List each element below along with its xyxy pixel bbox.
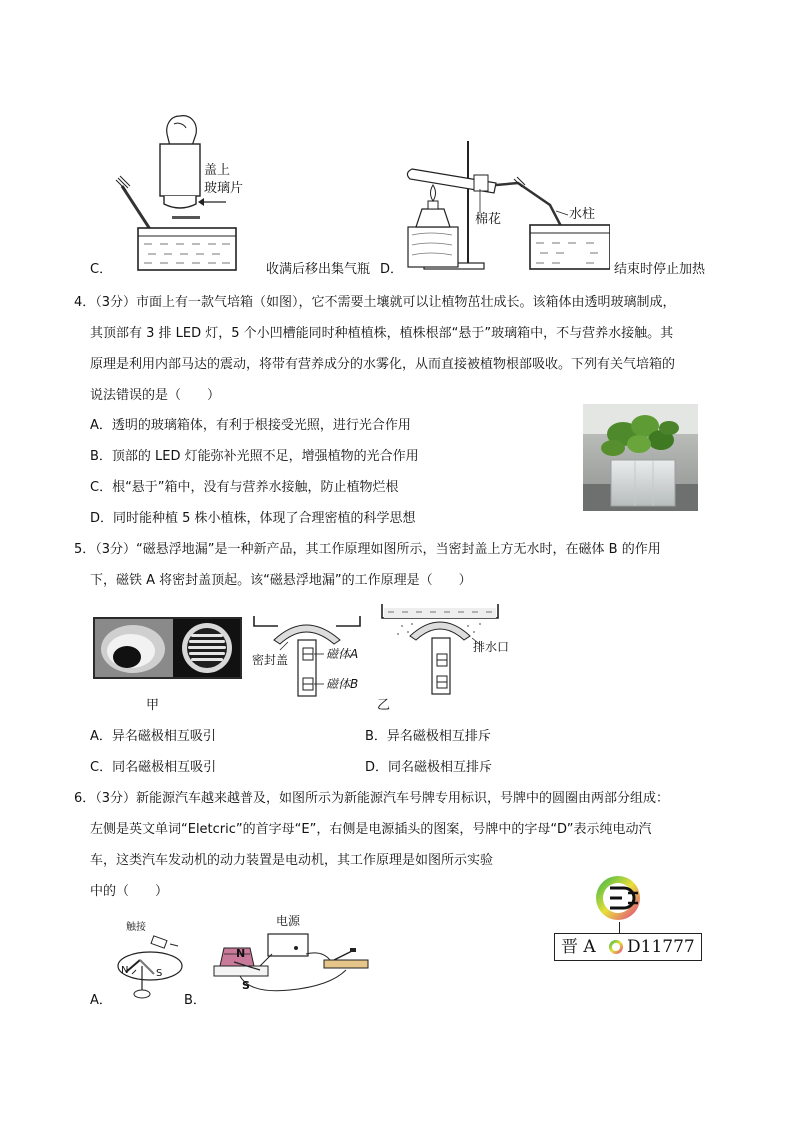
q5-stem-line-2: 下，磁铁 A 将密封盖顶起。该“磁悬浮地漏”的工作原理是（ ） bbox=[90, 573, 472, 588]
q5-option-d: D．同名磁极相互排斥 bbox=[365, 760, 493, 775]
q5-label-magnet-b: 磁体B bbox=[326, 677, 359, 691]
q6-b-label-power: 电源 bbox=[276, 914, 301, 928]
q6-b-label-n: N bbox=[236, 947, 246, 960]
q5-label-drain: 排水口 bbox=[473, 640, 510, 654]
q5-option-a: A．异名磁极相互吸引 bbox=[90, 729, 216, 744]
q4-stem-line-2: 其顶部有 3 排 LED 灯，5 个小凹槽能同时种植植株，植株根部“悬于”玻璃箱中，不与营养水接触。其 bbox=[90, 326, 674, 341]
q4-option-b: B．顶部的 LED 灯能弥补光照不足，增强植物的光合作用 bbox=[90, 449, 419, 464]
q4-stem-line-3: 原理是利用内部马达的震动，将带有营养成分的水雾化，从而直接被植物根部吸收。下列有关气培箱的 bbox=[90, 357, 676, 372]
plate-ne-icon bbox=[609, 940, 623, 954]
q4-stem-line-1: 4．（3分）市面上有一款气培箱（如图），它不需要土壤就可以让植物茁壮成长。该箱体由透明玻璃制成， bbox=[74, 295, 676, 310]
plate-left-text: 晋 A bbox=[561, 937, 596, 957]
figure-q6-a bbox=[112, 920, 188, 1000]
q6-a-label-n: N bbox=[121, 965, 129, 976]
license-plate bbox=[554, 933, 702, 961]
q5-option-b: B．异名磁极相互排斥 bbox=[365, 729, 491, 744]
fig-c-label-1: 盖上 bbox=[204, 163, 231, 178]
q5-label-magnet-a: 磁体A bbox=[326, 647, 359, 661]
q6-a-label-s: S bbox=[156, 968, 163, 979]
q6-label-touch: 触接 bbox=[126, 922, 146, 933]
q6-option-a-label: A． bbox=[90, 993, 112, 1008]
q5-label-seal: 密封盖 bbox=[252, 653, 289, 667]
q6-b-label-s: S bbox=[242, 979, 250, 992]
q4-option-a: A．透明的玻璃箱体，有利于根接受光照，进行光合作用 bbox=[90, 418, 411, 433]
q6-stem-line-1: 6．（3分）新能源汽车越来越普及，如图所示为新能源汽车号牌专用标识，号牌中的圆圈由两部分组成： bbox=[74, 791, 670, 806]
q6-stem-line-2: 左侧是英文单词“Eletcric”的首字母“E”，右侧是电源插头的图案，号牌中的字母“D”表示纯电动汽 bbox=[90, 822, 652, 837]
plate-right-text: D11777 bbox=[627, 937, 695, 957]
q6-stem-line-4: 中的（ ） bbox=[90, 884, 169, 899]
q5-caption-jia: 甲 bbox=[146, 698, 160, 713]
q5-caption-yi: 乙 bbox=[377, 698, 391, 713]
fig-d-label-water: 水柱 bbox=[569, 207, 596, 222]
q3-option-d-text: 结束时停止加热 bbox=[614, 262, 706, 277]
q4-stem-line-4: 说法错误的是（ ） bbox=[90, 388, 221, 403]
q6-stem-line-3: 车，这类汽车发动机的动力装置是电动机，其工作原理是如图所示实验 bbox=[90, 853, 494, 868]
q6-option-b-label: B． bbox=[184, 993, 206, 1008]
figure-q5-jia-photo bbox=[93, 617, 242, 679]
q4-option-c: C．根“悬于”箱中，没有与营养水接触，防止植物烂根 bbox=[90, 480, 399, 495]
q3-option-d-label: D． bbox=[380, 262, 404, 277]
fig-c-label-2: 玻璃片 bbox=[204, 181, 244, 196]
figure-q4-aeroponic-box bbox=[583, 404, 698, 511]
q5-stem-line-1: 5．（3分）“磁悬浮地漏”是一种新产品，其工作原理如图所示，当密封盖上方无水时，在磁体 B 的作用 bbox=[74, 542, 661, 557]
q5-option-c: C．同名磁极相互吸引 bbox=[90, 760, 217, 775]
fig-d-label-cotton: 棉花 bbox=[475, 212, 502, 227]
figure-q3-d bbox=[400, 135, 610, 275]
q3-option-c-label: C． bbox=[90, 262, 113, 277]
new-energy-logo bbox=[594, 874, 646, 924]
q4-option-d: D．同时能种植 5 株小植株，体现了合理密植的科学思想 bbox=[90, 511, 416, 526]
figure-q6-b bbox=[210, 926, 370, 996]
q3-option-c-text: 收满后移出集气瓶 bbox=[266, 262, 371, 277]
